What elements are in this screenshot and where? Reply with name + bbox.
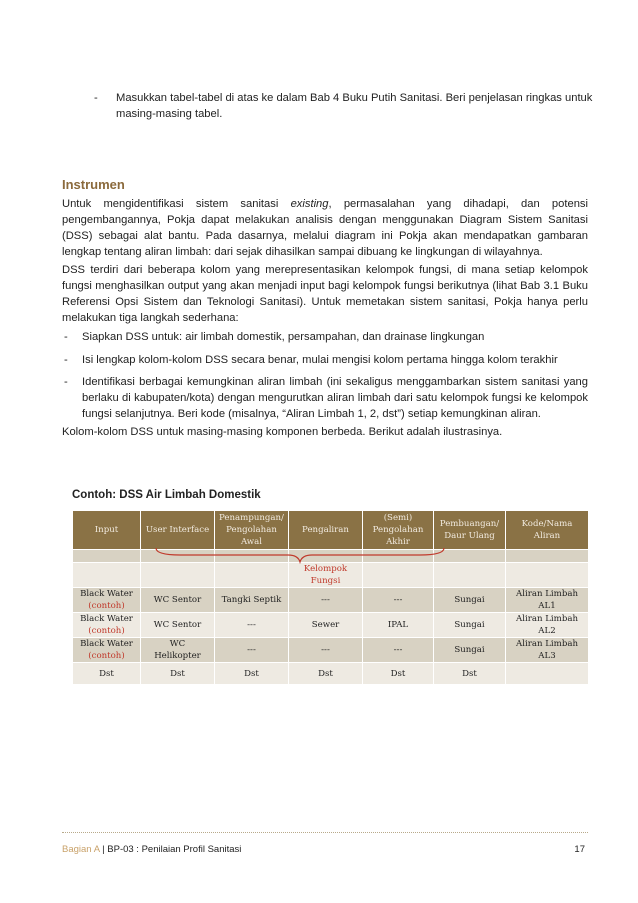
table-row	[73, 588, 589, 613]
cell-kode: Aliran Limbah AL1	[506, 588, 589, 613]
cell-peng: ---	[289, 588, 363, 613]
cell-ui: WC Sentor	[141, 613, 215, 638]
cell-pen: ---	[215, 638, 289, 663]
cell-ui: WC Helikopter	[141, 638, 215, 663]
bullet-3-dash: -	[64, 376, 68, 388]
header-user-interface: User Interface	[141, 511, 215, 550]
table-row	[73, 613, 589, 638]
intro-dash: -	[94, 92, 98, 104]
bullet-2-dash: -	[64, 354, 68, 366]
cell-dst: Dst	[215, 663, 289, 685]
cell-dst	[506, 663, 589, 685]
example-title: Contoh: DSS Air Limbah Domestik	[72, 489, 261, 501]
cell-dst: Dst	[289, 663, 363, 685]
cell-kode: Aliran Limbah AL3	[506, 638, 589, 663]
paragraph-1-end: , permasalahan yang dihadapi, dan potensi pengembangannya, Pokja dapat melakukan analisis dengan menggunakan Diagram Sistem Sanitasi (DSS) sebagai alat bantu. Pada dasarnya, melalui diagram ini Pokja akan mendapatkan gambaran lengkap tentang aliran limbah: dari sejak dihasilkan sampai dibuang ke lingkungan di wilayahnya.	[62, 198, 588, 258]
header-pengaliran: Pengaliran	[289, 511, 363, 550]
header-pembuangan: Pembuangan/ Daur Ulang	[434, 511, 506, 550]
dss-table	[72, 510, 589, 685]
header-penampungan: Penampungan/ Pengolahan Awal	[215, 511, 289, 550]
paragraph-3: Kolom-kolom DSS untuk masing-masing komponen berbeda. Berikut adalah ilustrasinya.	[62, 426, 503, 438]
footer-part: Bagian A	[62, 844, 100, 855]
cell-peng: ---	[289, 638, 363, 663]
bullet-1-dash: -	[64, 331, 68, 343]
cell-kode: Aliran Limbah AL2	[506, 613, 589, 638]
cell-dst: Dst	[434, 663, 506, 685]
cell-dst: Dst	[73, 663, 141, 685]
header-semi-pengolahan: (Semi) Pengolahan Akhir	[363, 511, 434, 550]
paragraph-2: DSS terdiri dari beberapa kolom yang merepresentasikan kelompok fungsi, di mana setiap kelompok fungsi menghasilkan output yang akan menjadi input bagi kelompok fungsi berikutnya (lihat Bab 3.1 Buku Referensi Opsi Sistem dan Teknologi Sanitasi). Untuk memetakan sistem sanitasi, Pokja hanya perlu melakukan tiga langkah sederhana:	[62, 264, 588, 324]
bullet-1: Siapkan DSS untuk: air limbah domestik, persampahan, dan drainase lingkungan	[82, 331, 485, 343]
cell-pemb: Sungai	[434, 638, 506, 663]
cell-input: Black Water (contoh)	[73, 588, 141, 613]
bullet-2: Isi lengkap kolom-kolom DSS secara benar, mulai mengisi kolom pertama hingga kolom terakhir	[82, 354, 558, 366]
footer-left	[62, 844, 241, 855]
group-label-cell	[289, 563, 363, 588]
cell-semi: ---	[363, 588, 434, 613]
cell-dst: Dst	[141, 663, 215, 685]
group-brace-icon	[150, 546, 450, 564]
header-input: Input	[73, 511, 141, 550]
cell-input: Black Water (contoh)	[73, 638, 141, 663]
intro-text-line1: Masukkan tabel-tabel di atas ke dalam Bab 4 Buku Putih Sanitasi. Beri penjelasan ringkas untuk	[116, 92, 593, 104]
paragraph-1	[62, 196, 588, 260]
paragraph-1-start: Untuk mengidentifikasi sistem sanitasi	[62, 198, 291, 210]
cell-pen: ---	[215, 613, 289, 638]
cell-input: Black Water (contoh)	[73, 613, 141, 638]
table-header-row	[73, 511, 589, 550]
cell-semi: IPAL	[363, 613, 434, 638]
group-label-line2: Fungsi	[310, 576, 341, 586]
cell-ui: WC Sentor	[141, 588, 215, 613]
cell-semi: ---	[363, 638, 434, 663]
footer-sep: |	[102, 844, 105, 855]
bullet-3: Identifikasi berbagai kemungkinan aliran limbah (ini sekaligus menggambarkan sistem sanitasi yang berlaku di kabupaten/kota) dengan mengurutkan aliran limbah dari satu kelompok fungsi ke kelompok fungsi selanjutnya. Beri kode (misalnya, “Aliran Limbah 1, 2, dst”) setiap kemungkinan aliran.	[82, 376, 588, 420]
cell-peng: Sewer	[289, 613, 363, 638]
header-kode-nama: Kode/Nama Aliran	[506, 511, 589, 550]
footer-divider	[62, 832, 588, 833]
section-title: Instrumen	[62, 177, 125, 192]
table-row	[73, 638, 589, 663]
cell-dst: Dst	[363, 663, 434, 685]
table-group-row	[73, 563, 589, 588]
page-number: 17	[574, 844, 585, 855]
paragraph-1-italic: existing	[290, 198, 329, 210]
footer-doc: BP-03 : Penilaian Profil Sanitasi	[107, 844, 242, 855]
cell-pen: Tangki Septik	[215, 588, 289, 613]
intro-text-line2: masing-masing tabel.	[116, 108, 223, 120]
cell-pemb: Sungai	[434, 613, 506, 638]
group-label-line1: Kelompok	[303, 564, 348, 574]
table-row-dst	[73, 663, 589, 685]
cell-pemb: Sungai	[434, 588, 506, 613]
